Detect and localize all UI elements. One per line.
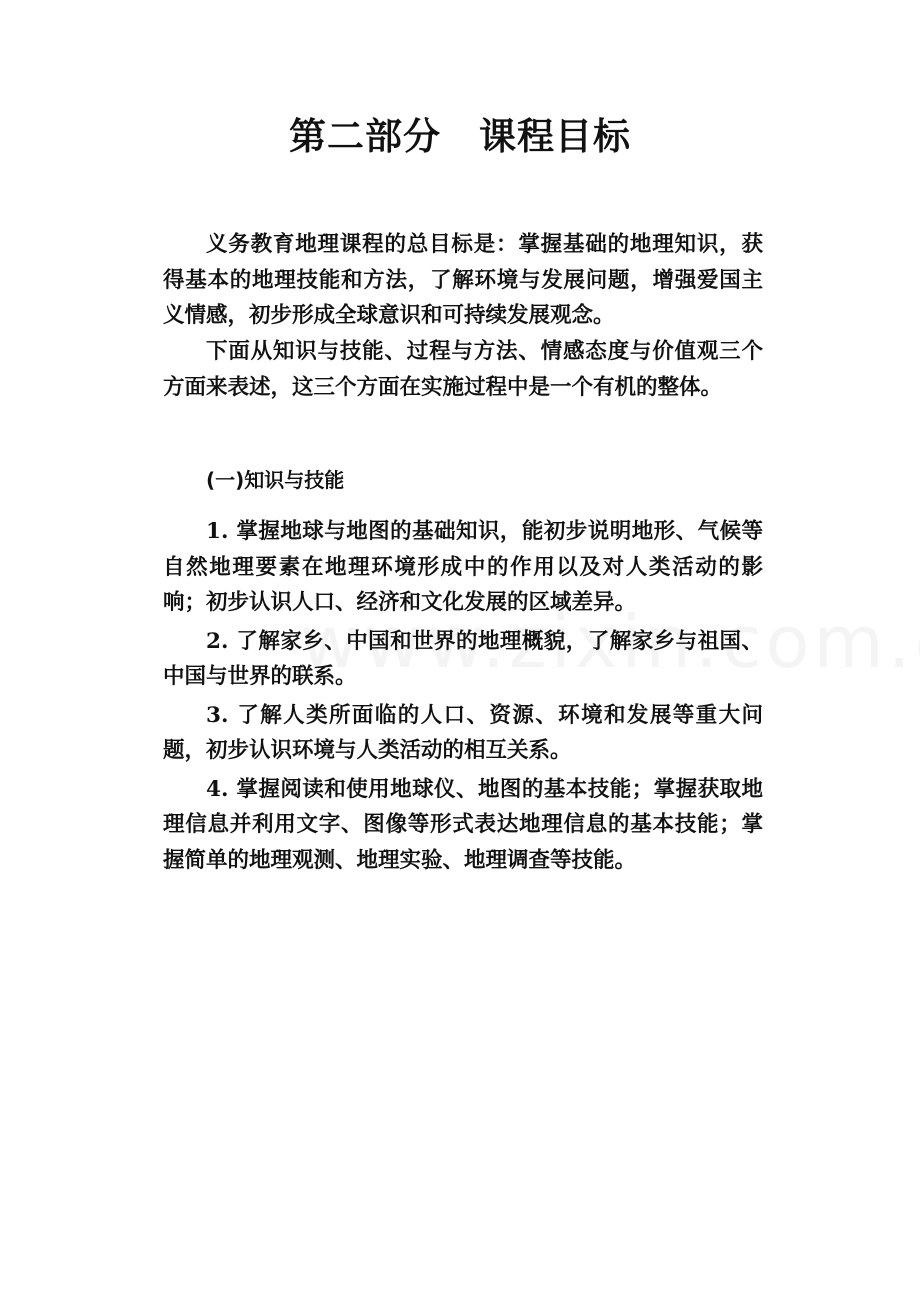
- goal-item-4: 4. 掌握阅读和使用地球仪、地图的基本技能；掌握获取地理信息并利用文字、图像等形式表达地理信息的基本技能；掌握简单的地理观测、地理实验、地理调查等技能。: [163, 776, 763, 873]
- page-title: 第二部分 课程目标: [289, 115, 631, 158]
- goal-item-1: 1. 掌握地球与地图的基础知识，能初步说明地形、气候等自然地理要素在地理环境形成中的作用以及对人类活动的影响；初步认识人口、经济和文化发展的区域差异。: [163, 519, 763, 615]
- intro-paragraph-2: 下面从知识与技能、过程与方法、情感态度与价值观三个方面来表述，这三个方面在实施过程中是一个有机的整体。: [163, 339, 763, 400]
- intro-paragraph-1: 义务教育地理课程的总目标是：掌握基础的地理知识，获得基本的地理技能和方法，了解环境与发展问题，增强爱国主义情感，初步形成全球意识和可持续发展观念。: [163, 232, 763, 328]
- section-heading: (一)知识与技能: [206, 468, 345, 492]
- goal-item-3: 3. 了解人类所面临的人口、资源、环境和发展等重大问题，初步认识环境与人类活动的相互关系。: [163, 702, 763, 763]
- goal-item-2: 2. 了解家乡、中国和世界的地理概貌，了解家乡与祖国、中国与世界的联系。: [163, 628, 763, 689]
- goal-list: [163, 514, 763, 881]
